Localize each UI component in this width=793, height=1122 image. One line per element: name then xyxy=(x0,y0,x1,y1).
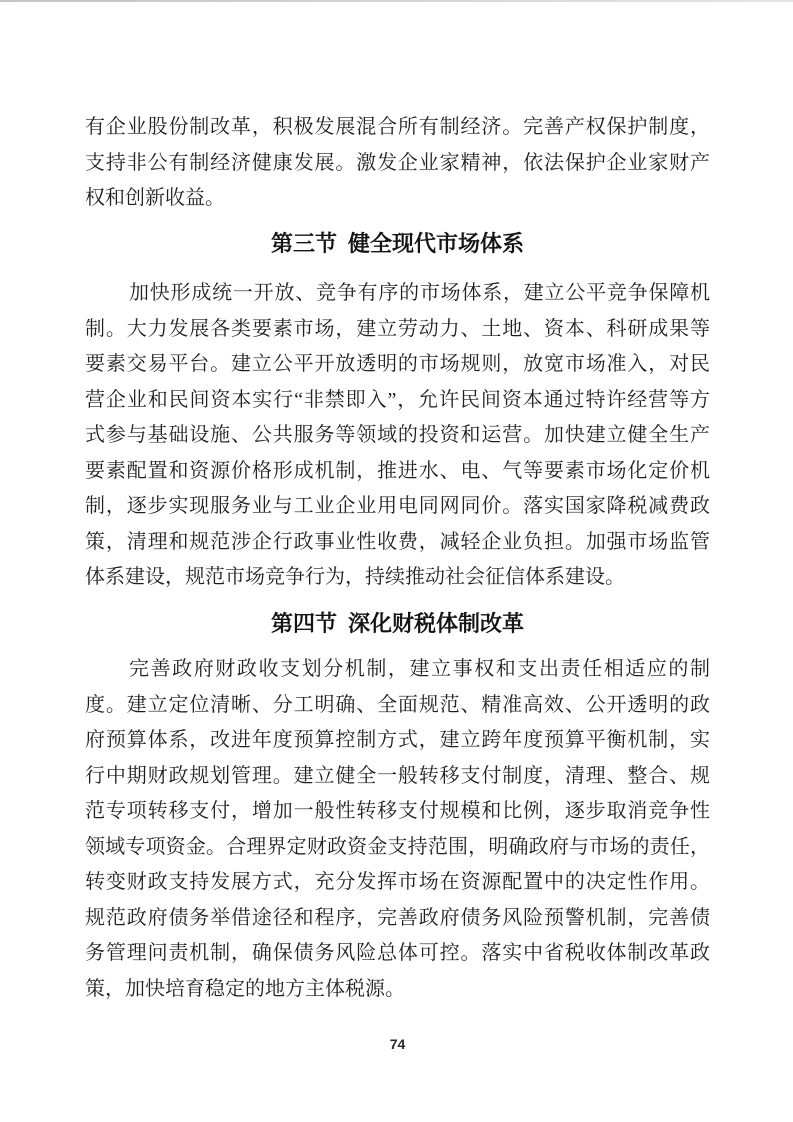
text-line: 领域专项资金。合理界定财政资金支持范围，明确政府与市场的责任， xyxy=(85,835,710,858)
text-line: 营企业和民间资本实行“非禁即入”，允许民间资本通过特许经营等方 xyxy=(85,388,710,411)
text-line: 制。大力发展各类要素市场，建立劳动力、土地、资本、科研成果等 xyxy=(85,317,710,340)
text-line: 策，清理和规范涉企行政事业性收费，减轻企业负担。加强市场监管 xyxy=(85,530,710,553)
text-line: 行中期财政规划管理。建立健全一般转移支付制度，清理、整合、规 xyxy=(85,764,710,787)
text-line: 要素配置和资源价格形成机制，推进水、电、气等要素市场化定价机 xyxy=(85,459,710,482)
text-line: 有企业股份制改革，积极发展混合所有制经济。完善产权保护制度， xyxy=(85,116,710,138)
text-line: 范专项转移支付，增加一般性转移支付规模和比例，逐步取消竞争性 xyxy=(85,800,710,822)
paragraph-continuation xyxy=(85,110,710,217)
text-line: 度。建立定位清晰、分工明确、全面规范、精准高效、公开透明的政 xyxy=(85,693,710,716)
scan-edge-artifact xyxy=(0,0,793,2)
text-line: 要素交易平台。建立公平开放透明的市场规则，放宽市场准入，对民 xyxy=(85,353,710,375)
paragraph-market-system xyxy=(85,276,710,596)
text-line: 加快形成统一开放、竞争有序的市场体系，建立公平竞争保障机 xyxy=(129,282,710,304)
text-line: 支持非公有制经济健康发展。激发企业家精神，依法保护企业家财产 xyxy=(85,151,710,174)
text-line: 权和创新收益。 xyxy=(85,187,225,209)
text-line: 完善政府财政收支划分机制，建立事权和支出责任相适应的制 xyxy=(129,658,710,680)
section-heading-3: 第三节 健全现代市场体系 xyxy=(270,231,524,256)
text-line: 务管理问责机制，确保债务风险总体可控。落实中省税收体制改革政 xyxy=(85,942,710,964)
paragraph-fiscal-reform xyxy=(85,652,710,1007)
text-line: 策，加快培育稳定的地方主体税源。 xyxy=(85,977,405,1000)
text-line: 转变财政支持发展方式，充分发挥市场在资源配置中的决定性作用。 xyxy=(85,871,710,893)
text-line: 府预算体系，改进年度预算控制方式，建立跨年度预算平衡机制，实 xyxy=(85,729,710,751)
section-heading-4: 第四节 深化财税体制改革 xyxy=(270,611,524,636)
page-number: 74 xyxy=(389,1036,406,1052)
text-line: 规范政府债务举借途径和程序，完善政府债务风险预警机制，完善债 xyxy=(85,906,710,929)
text-line: 制，逐步实现服务业与工业企业用电同网同价。落实国家降税减费政 xyxy=(85,495,710,517)
text-line: 式参与基础设施、公共服务等领域的投资和运营。加快建立健全生产 xyxy=(85,424,710,446)
text-line: 体系建设，规范市场竞争行为，持续推动社会征信体系建设。 xyxy=(85,566,625,588)
